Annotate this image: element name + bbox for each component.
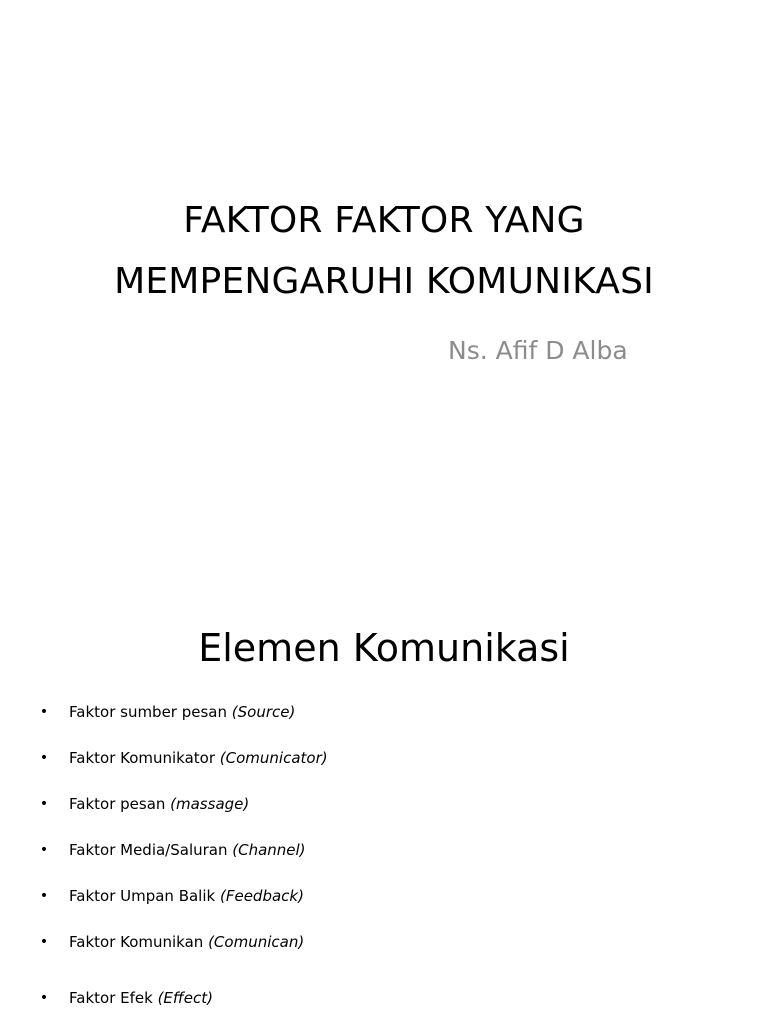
slide-title <box>0 190 768 312</box>
bullet-label: Faktor Komunikan <box>69 933 209 951</box>
bullet-label: Faktor Umpan Balik <box>69 887 220 905</box>
bullet-term: (Feedback) <box>219 887 304 905</box>
bullet-icon: • <box>39 704 49 720</box>
bullet-term: (Source) <box>231 703 296 721</box>
bullet-text <box>69 983 213 1013</box>
bullet-text <box>69 835 306 865</box>
bullet-icon: • <box>39 934 49 950</box>
bullet-icon: • <box>39 750 49 766</box>
bullet-term: (Comunican) <box>208 933 305 951</box>
bullet-icon: • <box>39 888 49 904</box>
bullet-label: Faktor pesan <box>69 795 171 813</box>
bullet-icon: • <box>39 796 49 812</box>
bullet-label: Faktor sumber pesan <box>69 703 232 721</box>
bullet-label: Faktor Efek <box>69 989 158 1007</box>
bullet-text <box>69 743 328 773</box>
bullet-text <box>69 789 249 819</box>
bullet-icon: • <box>39 842 49 858</box>
bullet-term: (Channel) <box>232 841 306 859</box>
slide-subtitle-author: Ns. Afif D Alba <box>448 336 628 365</box>
bullet-text <box>69 697 295 727</box>
bullet-text <box>69 881 304 911</box>
bullet-term: (Comunicator) <box>219 749 328 767</box>
bullet-text <box>69 927 304 957</box>
bullet-label: Faktor Media/Saluran <box>69 841 233 859</box>
bullet-term: (massage) <box>170 795 250 813</box>
slide-title-line-1: FAKTOR FAKTOR YANG <box>183 200 585 241</box>
bullet-icon: • <box>39 990 49 1006</box>
slide-title-line-2: MEMPENGARUHI KOMUNIKASI <box>114 261 654 302</box>
bullet-term: (Effect) <box>157 989 213 1007</box>
content-slide-heading: Elemen Komunikasi <box>198 626 570 670</box>
bullet-label: Faktor Komunikator <box>69 749 220 767</box>
